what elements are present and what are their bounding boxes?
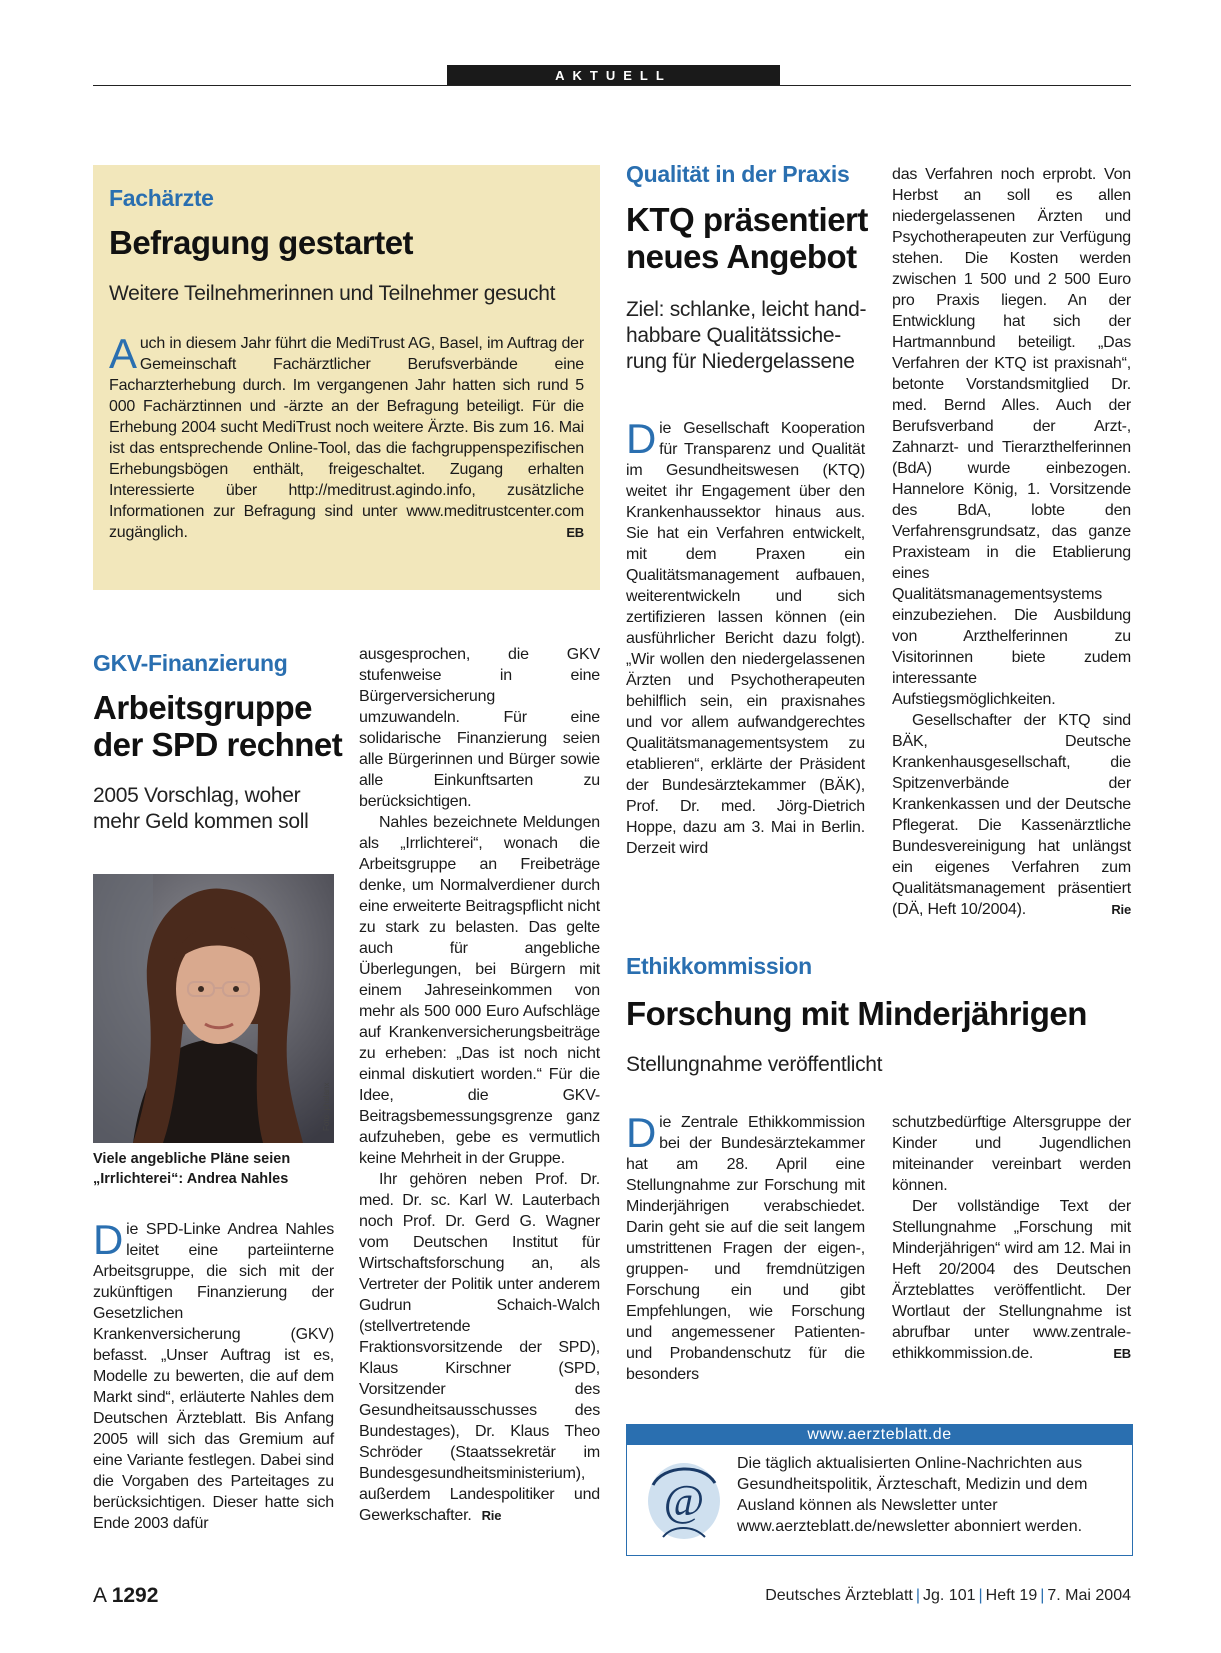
article-headline: Forschung mit Minderjährigen	[626, 995, 1087, 1032]
caption-line: Viele angebliche Pläne seien	[93, 1151, 291, 1167]
article-text: ie SPD-Linke Andrea Nahles leitet eine parteiinterne Arbeitsgruppe, die sich mit der zukünftigen Finanzierung der Gesetzlichen Krankenversicherung (GKV) befasst. „Unser Auftrag ist es, Modelle zu bewerten, die auf dem Markt sind“, erläuterte Nahles dem Deutschen Ärzteblatt. Bis Anfang 2005 will sich das Gremium auf eine Variante festlegen. Dabei sind die Vorgaben des Parteitages zu berücksichtigen. Dieser hatte sich Ende 2003 dafür	[93, 1221, 334, 1532]
section-label: AKTUELL	[447, 65, 780, 86]
photo-credit: Foto: phalanx	[322, 1082, 331, 1131]
article-body	[109, 330, 584, 543]
article-kicker: Fachärzte	[109, 185, 214, 211]
newsletter-url-header[interactable]: www.aerzteblatt.de	[627, 1425, 1132, 1445]
headline-line: KTQ präsentiert	[626, 201, 868, 238]
portrait-photo	[93, 874, 334, 1143]
article-text: Ihr gehören neben Prof. Dr. med. Dr. sc. Karl W. Lauterbach noch Prof. Dr. Gerd G. Wagner vom Deutschen Institut für Wirtschaftsforschung an, als Vertreter der Politik unter anderem Gudrun Schaich-Walch (stellvertretende Fraktionsvorsitzende der SPD), Klaus Kirschner (SPD, Vorsitzender des Gesundheitsausschusses des Bundestages), Dr. Klaus Theo Schröder (Staatssekretär im Bundesgesundheitsministerium), außerdem Landespolitiker und Gewerkschafter.	[359, 1171, 600, 1524]
article-headline	[626, 201, 868, 275]
headline-line: der SPD rechnet	[93, 726, 343, 763]
deck-line: rung für Niedergelassene	[626, 350, 855, 373]
headline-line: Arbeitsgruppe	[93, 689, 313, 726]
journal-name: Deutsches Ärzteblatt	[765, 1587, 913, 1604]
author-signature: EB	[566, 525, 584, 540]
article-paragraph	[892, 710, 1131, 920]
newsletter-box	[626, 1424, 1133, 1556]
drop-cap: A	[109, 330, 137, 377]
article-paragraph: Nahles bezeichnete Meldungen als „Irrlichterei“, wonach die Arbeitsgruppe an Freibeträge denke, um Normalverdiener durch eine erweiterte Beitragspflicht nicht zu stark zu belasten. Das gelte auch für angebliche Überlegungen, bei Bürgern mit einem Jahreseinkommen von mehr als 500 000 Euro Aufschläge auf Krankenversicherungsbeiträge zu erheben: „Das ist noch nicht einmal diskutiert worden.“ Für die Idee, die GKV-Beitragsbemessungsgrenze ganz aufzuheben, gebe es vermutlich keine Mehrheit in der Gruppe.	[359, 814, 600, 1167]
headline-line: neues Angebot	[626, 238, 857, 275]
newsletter-text: Die täglich aktualisierten Online-Nachrichten aus Gesundheitspolitik, Ärzteschaft, Medizin und dem Ausland können als Newsletter unter www.aerzteblatt.de/newsletter abonniert werden.	[737, 1455, 1088, 1535]
author-signature: EB	[1113, 1346, 1131, 1361]
drop-cap: D	[626, 415, 657, 462]
article-paragraph: ausgesprochen, die GKV stufenweise in eine Bürgerversicherung umzuwandeln. Für eine solidarische Finanzierung seien alle Bürgerinnen und Bürger sowie alle Einkunftsarten zu berücksichtigen.	[359, 646, 600, 810]
page-number	[93, 1584, 158, 1608]
article-facharzte-box	[93, 165, 600, 590]
drop-cap: D	[93, 1216, 124, 1263]
journal-footer: Deutsches Ärzteblatt | Jg. 101 | Heft 19 | 7. Mai 2004	[765, 1587, 1131, 1604]
article-text: Der vollständige Text der Stellungnahme „Forschung mit Minderjährigen“ wird am 12. Mai in Heft 20/2004 des Deutschen Ärzteblattes veröffentlicht. Der Wortlaut der Stellungnahme ist abrufbar unter www.zentrale-ethikkommission.de.	[892, 1198, 1131, 1362]
author-signature: Rie	[481, 1508, 502, 1523]
at-sign-logo-icon	[643, 1455, 725, 1545]
article-deck	[93, 783, 308, 835]
article-text: ie Zentrale Ethikkommission bei der Bundesärztekammer hat am 28. April eine Stellungnahme zur Forschung mit Minderjährigen verabschiedet. Darin geht sie auf die seit langem umstrittenen Fragen der eigen-, gruppen- und fremdnützigen Forschung ein und gibt Empfehlungen, wie Forschung und angemessener Patienten- und Probandenschutz für die besonders	[626, 1114, 865, 1383]
article-paragraph	[892, 1196, 1131, 1364]
article-column	[626, 1109, 865, 1385]
photo-caption	[93, 1149, 338, 1189]
author-signature: Rie	[1111, 902, 1131, 917]
article-paragraph: das Verfahren noch erprobt. Von Herbst an soll es allen niedergelassenen Ärzten und Psychotherapeuten zur Verfügung stehen. Die Kosten werden zwischen 1 500 und 2 500 Euro pro Praxis liegen. An der Entwicklung hat sich der Hartmannbund beteiligt. „Das Verfahren der KTQ ist praxisnah“, betonte Vorstandsmitglied Dr. med. Bernd Alles. Auch der Berufsverband der Arzt-, Zahnarzt- und Tierarzthelferinnen (BdA) wurde einbezogen. Hannelore König, 1. Vorsitzende des BdA, lobte den Verfahrensgrundsatz, das ganze Praxisteam in die Etablierung eines Qualitätsmanagementsystems einzubeziehen. Die Ausbildung von Arzthelferinnen zu Visitorinnen biete zudem interessante Aufstiegsmöglichkeiten.	[892, 166, 1131, 708]
article-headline	[93, 689, 342, 763]
article-kicker: Ethikkommission	[626, 953, 812, 979]
drop-cap: D	[626, 1109, 657, 1156]
article-column	[892, 164, 1131, 920]
article-text: ie Gesellschaft Kooperation für Transparenz und Qualität im Gesundheitswesen (KTQ) weitet ihr Engagement über den Krankenhaussektor hinaus aus. Sie hat ein Verfahren entwickelt, mit dem Praxen ein Qualitätsmanagement aufbauen, weiterentwickeln und sich zertifizieren lassen können (ein ausführlicher Bericht dazu folgt). „Wir wollen den niedergelassenen Ärzten und Psychotherapeuten behilflich sein, ein praxisnahes und vor allem aufwandgerechtes Qualitätsmanagementsystem zu etablieren“, erklärte der Präsident der Bundesärztekammer (BÄK), Prof. Dr. med. Jörg-Dietrich Hoppe, dazu am 3. Mai in Berlin. Derzeit wird	[626, 420, 865, 857]
portrait-illustration	[93, 874, 334, 1143]
page-number-value: 1292	[111, 1584, 159, 1607]
page-prefix: A	[93, 1584, 106, 1607]
journal-date: 7. Mai 2004	[1047, 1587, 1131, 1604]
article-column	[93, 1216, 334, 1534]
caption-line: „Irrlichterei“: Andrea Nahles	[93, 1171, 289, 1187]
journal-volume: Jg. 101	[923, 1587, 976, 1604]
journal-issue: Heft 19	[985, 1587, 1038, 1604]
deck-line: habbare Qualitätssiche-	[626, 324, 841, 347]
svg-text:@: @	[663, 1476, 705, 1525]
article-paragraph: schutzbedürftige Altersgruppe der Kinder und Jugendlichen miteinander vereinbart werden können.	[892, 1114, 1131, 1194]
article-column	[359, 644, 600, 1526]
article-column	[626, 415, 865, 859]
article-text: uch in diesem Jahr führt die MediTrust AG, Basel, im Auftrag der Gemeinschaft Fachärztlicher Berufsverbände eine Facharzterhebung durch. Im vergangenen Jahr hatten sich rund 5 000 Fachärztinnen und -ärzte an der Befragung beteiligt. Für die Erhebung 2004 sucht MediTrust noch weitere Ärzte. Bis zum 16. Mai ist das entsprechende Online-Tool, das die fachgruppenspezifischen Erhebungsbögen enthält, freigeschaltet. Zugang erhalten Interessierte über http://meditrust.agindo.info, zusätzliche Informationen zur Befragung sind unter www.meditrustcenter.com zugänglich.	[109, 335, 584, 541]
deck-line: mehr Geld kommen soll	[93, 810, 309, 833]
article-deck	[626, 297, 866, 375]
article-deck: Stellungnahme veröffentlicht	[626, 1053, 883, 1076]
article-kicker: GKV-Finanzierung	[93, 650, 288, 676]
article-text: Gesellschafter der KTQ sind BÄK, Deutsche Krankenhausgesellschaft, die Spitzenverbände der Krankenkassen und der Deutsche Pflegerat. Die Kassenärztliche Bundesvereinigung hat unlängst ein eigenes Verfahren zum Qualitätsmanagement präsentiert (DÄ, Heft 10/2004).	[892, 712, 1131, 918]
deck-line: 2005 Vorschlag, woher	[93, 784, 301, 807]
article-deck: Weitere Teilnehmerinnen und Teilnehmer gesucht	[109, 282, 556, 305]
article-kicker: Qualität in der Praxis	[626, 161, 850, 187]
deck-line: Ziel: schlanke, leicht hand-	[626, 298, 867, 321]
header-rule	[93, 85, 1131, 86]
article-headline: Befragung gestartet	[109, 224, 414, 261]
article-column	[892, 1112, 1131, 1364]
article-paragraph	[359, 1169, 600, 1526]
